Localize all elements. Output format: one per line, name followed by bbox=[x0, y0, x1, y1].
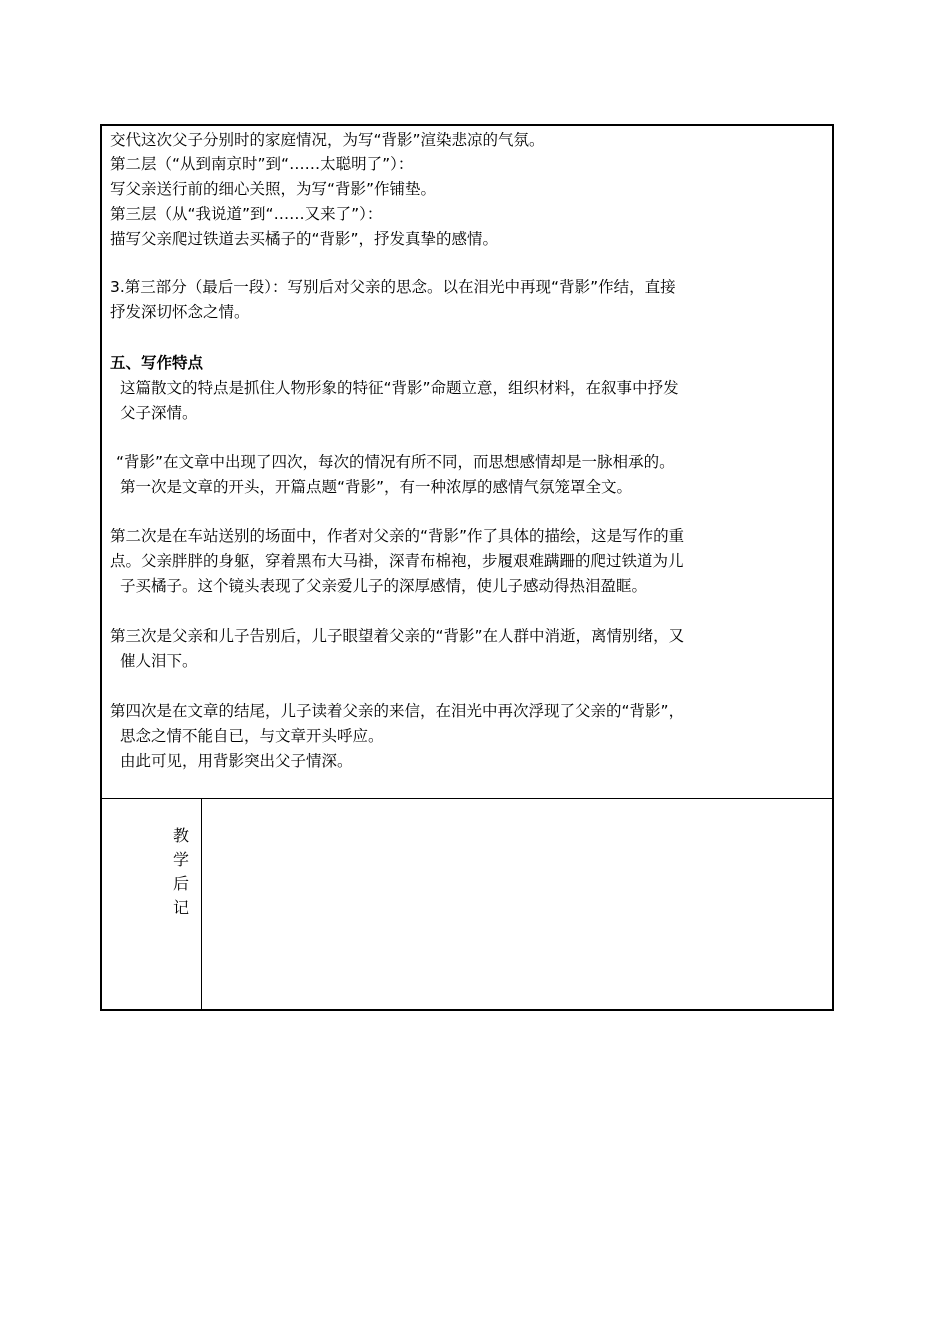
text-line: 3.第三部分（最后一段）：写别后对父亲的思念。以在泪光中再现“背影”作结，直接 bbox=[110, 278, 676, 296]
text-line: 子买橘子。这个镜头表现了父亲爱儿子的深厚感情，使儿子感动得热泪盈眶。 bbox=[120, 577, 648, 595]
text-line: “背影”在文章中出现了四次，每次的情况有所不同，而思想感情却是一脉相承的。 bbox=[116, 453, 675, 471]
text-line: 这篇散文的特点是抓住人物形象的特征“背影”命题立意，组织材料，在叙事中抒发 bbox=[120, 379, 679, 397]
text-line: 思念之情不能自已，与文章开头呼应。 bbox=[120, 727, 384, 745]
text-line: 第四次是在文章的结尾，儿子读着父亲的来信，在泪光中再次浮现了父亲的“背影”， bbox=[110, 702, 685, 720]
text-line: 写父亲送行前的细心关照，为写“背影”作铺垫。 bbox=[110, 180, 437, 198]
teaching-notes-label: 教 学 后 记 bbox=[172, 826, 189, 917]
text-line: 点。父亲胖胖的身躯，穿着黑布大马褂，深青布棉袍，步履艰难蹒跚的爬过铁道为儿 bbox=[110, 552, 684, 570]
section-heading: 五、写作特点 bbox=[110, 354, 204, 372]
row-divider bbox=[102, 798, 832, 799]
text-line: 第三次是父亲和儿子告别后，儿子眼望着父亲的“背影”在人群中消逝，离情别绪，又 bbox=[110, 627, 685, 645]
text-line: 第一次是文章的开头，开篇点题“背影”，有一种浓厚的感情气氛笼罩全文。 bbox=[120, 478, 633, 496]
text-line: 第三层（从“我说道”到“……又来了”）： bbox=[110, 205, 383, 223]
text-line: 第二层（“从到南京时”到“……太聪明了”）： bbox=[110, 155, 414, 173]
text-line: 催人泪下。 bbox=[120, 652, 198, 670]
text-line: 描写父亲爬过铁道去买橘子的“背影”，抒发真挚的感情。 bbox=[110, 230, 499, 248]
text-line: 由此可见，用背影突出父子情深。 bbox=[120, 752, 353, 770]
text-line: 抒发深切怀念之情。 bbox=[110, 303, 250, 321]
text-line: 交代这次父子分别时的家庭情况，为写“背影”渲染悲凉的气氛。 bbox=[110, 131, 545, 149]
text-line: 父子深情。 bbox=[120, 404, 198, 422]
text-line: 第二次是在车站送别的场面中，作者对父亲的“背影”作了具体的描绘，这是写作的重 bbox=[110, 527, 685, 545]
column-divider bbox=[201, 799, 202, 1011]
